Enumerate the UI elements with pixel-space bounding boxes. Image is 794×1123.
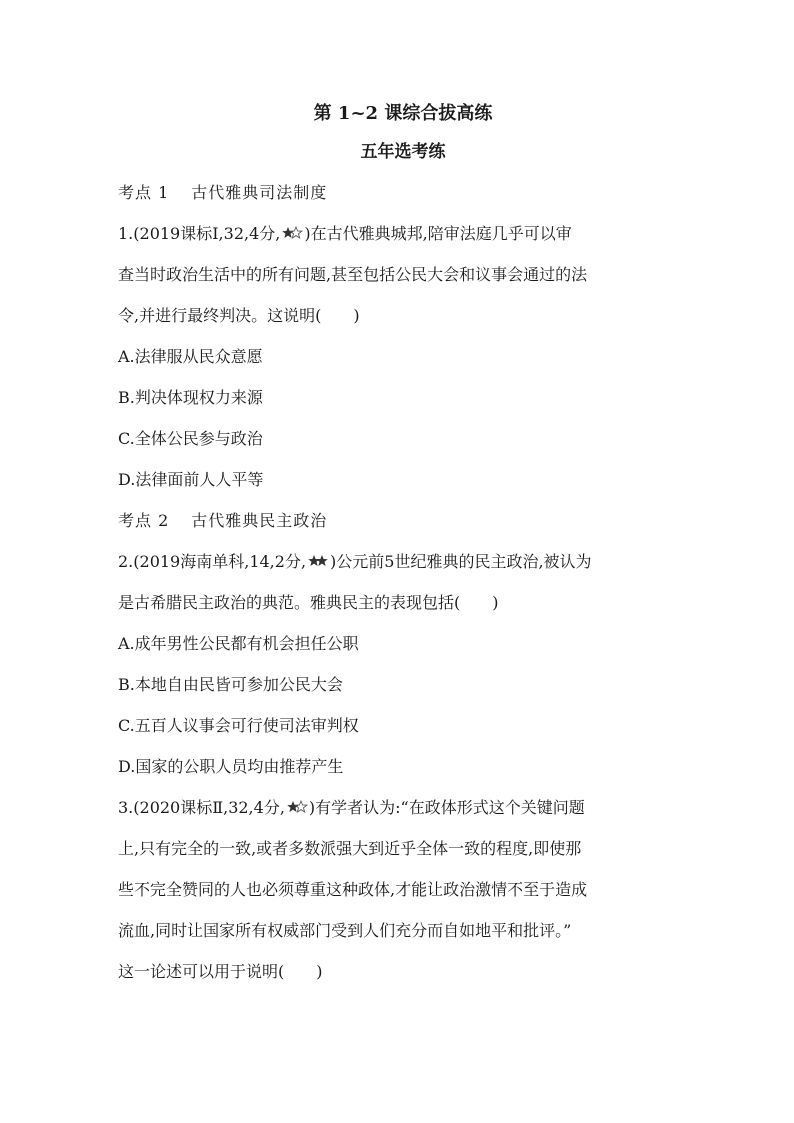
difficulty-star-icon (281, 226, 303, 240)
document-page (118, 100, 678, 992)
question-1-line-3: 令,并进行最终判决。这说明( ) (118, 306, 360, 325)
question-source: 3.(2020课标Ⅱ,32,4分, (118, 798, 285, 817)
question-1-option-c: C.全体公民参与政治 (118, 429, 263, 448)
question-2-option-d: D.国家的公职人员均由推荐产生 (118, 757, 344, 776)
section-topic: 古代雅典民主政治 (191, 511, 328, 530)
question-text: )在古代雅典城邦,陪审法庭几乎可以审 (304, 224, 572, 243)
question-1-line-2: 查当时政治生活中的所有问题,甚至包括公民大会和议事会通过的法 (118, 265, 588, 284)
question-2-option-b: B.本地自由民皆可参加公民大会 (118, 675, 343, 694)
question-2-option-a: A.成年男性公民都有机会担任公职 (118, 634, 359, 653)
question-3-line-2: 上,只有完全的一致,或者多数派强大到近乎全体一致的程度,即使那 (118, 839, 582, 858)
question-source: 1.(2019课标Ⅰ,32,4分, (118, 224, 281, 243)
page-title: 第 1~2 课综合拔高练 (313, 103, 493, 124)
question-3-line-4: 流血,同时让国家所有权威部门受到人们充分而自如地平和批评。” (118, 921, 572, 940)
section-label: 考点 1 (118, 183, 170, 202)
page-subtitle: 五年选考练 (360, 142, 446, 162)
question-1-line-1 (118, 213, 678, 254)
section-heading-2 (118, 500, 678, 541)
difficulty-star-icon (286, 800, 308, 814)
question-3-line-1 (118, 787, 678, 828)
question-3-line-3: 些不完全赞同的人也必须尊重这种政体,才能让政治激情不至于造成 (118, 880, 588, 899)
question-text: )公元前5世纪雅典的民主政治,被认为 (330, 552, 592, 571)
question-text: )有学者认为:“在政体形式这个关键问题 (308, 798, 585, 817)
question-1-option-b: B.判决体现权力来源 (118, 388, 263, 407)
question-1-option-d: D.法律面前人人平等 (118, 470, 264, 489)
question-2-option-c: C.五百人议事会可行使司法审判权 (118, 716, 359, 735)
question-source: 2.(2019海南单科,14,2分, (118, 552, 307, 571)
section-label: 考点 2 (118, 511, 170, 530)
question-1-option-a: A.法律服从民众意愿 (118, 347, 263, 366)
question-2-line-2: 是古希腊民主政治的典范。雅典民主的表现包括( ) (118, 593, 499, 612)
section-heading-1 (118, 172, 678, 213)
question-2-line-1 (118, 541, 678, 582)
question-3-line-5: 这一论述可以用于说明( ) (118, 962, 323, 981)
difficulty-star-icon (307, 554, 329, 568)
section-topic: 古代雅典司法制度 (191, 183, 328, 202)
